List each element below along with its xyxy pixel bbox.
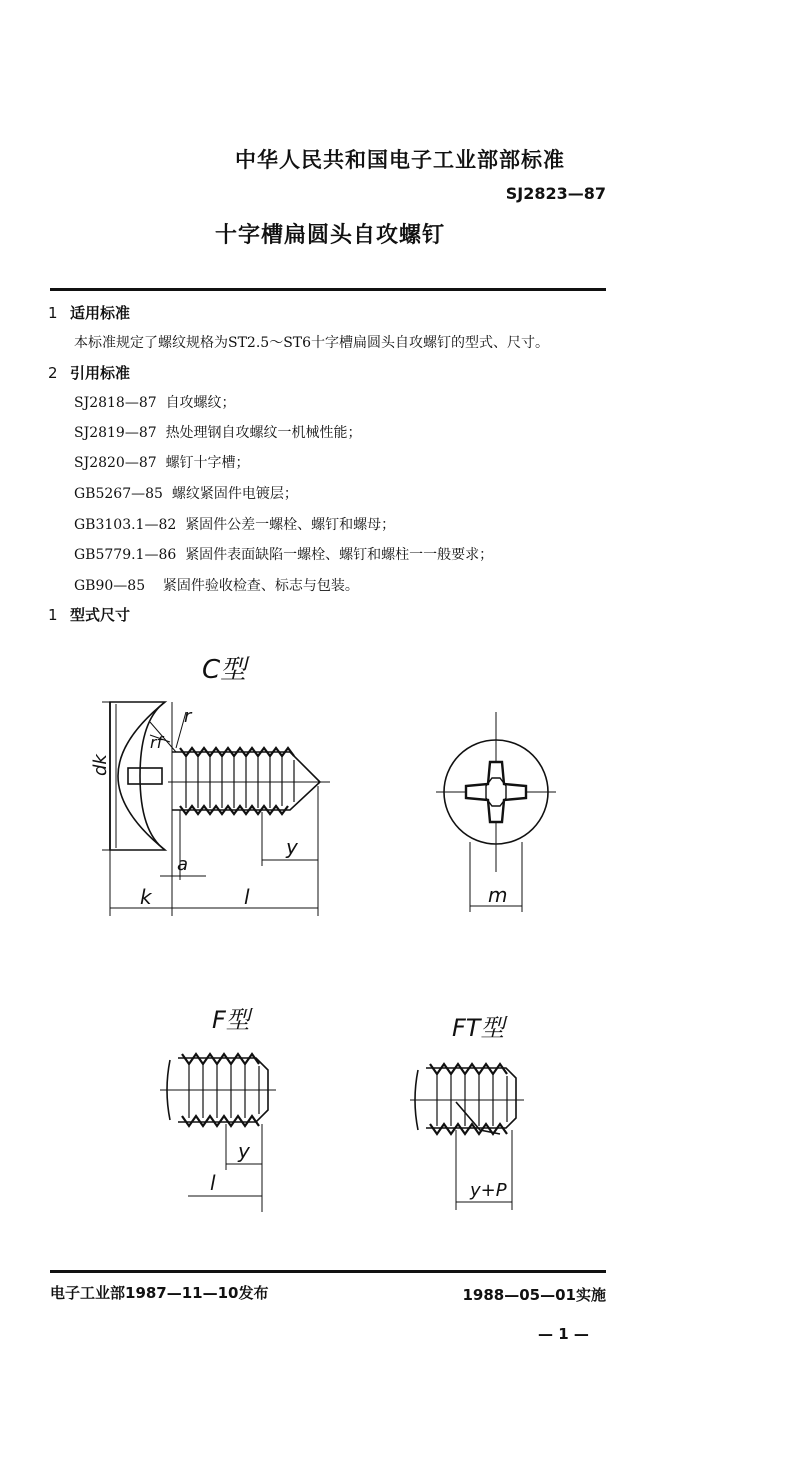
document-title: 十字槽扁圆头自攻螺钉 [214,223,445,248]
reference-desc: 热处理钢自攻螺纹一机械性能； [165,425,362,441]
reference-code: SJ2820—87 [74,455,157,471]
reference-code: GB5779.1—86 [74,547,177,563]
reference-item [74,452,250,472]
screw-drawings [0,640,800,1230]
section-title: 引用标准 [70,364,131,382]
reference-code: GB5267—85 [74,486,163,502]
issuing-organization: 中华人民共和国电子工业部部标准 [235,148,565,172]
reference-item [74,544,493,564]
standard-code: SJ2823—87 [505,184,606,203]
ft-type-label: FT型 [452,1014,505,1042]
header-rule [50,288,606,291]
section-number: 2 [48,364,58,382]
reference-item [74,422,362,442]
section-heading-2 [48,362,130,383]
f-type-screw-drawing [160,1054,276,1212]
effective-date: 1988—05—01实施 [462,1286,606,1304]
reference-desc: 紧固件验收检查、标志与包装。 [162,578,359,594]
section-title: 适用标准 [70,304,131,322]
reference-item [74,575,359,595]
dim-y-label: y [286,835,298,859]
reference-item [74,514,395,534]
f-type-label: F型 [212,1006,250,1034]
reference-desc: 螺纹紧固件电镀层； [171,486,298,502]
reference-item [74,483,298,503]
issue-date: 电子工业部1987—11—10发布 [50,1284,269,1302]
dim-m-label: m [488,883,508,907]
reference-item [74,392,236,412]
section-number: 1 [48,304,58,322]
reference-code: SJ2819—87 [74,425,157,441]
reference-desc: 螺钉十字槽； [165,455,250,471]
reference-code: GB90—85 [74,578,146,594]
section-1-text: 本标准规定了螺纹规格为ST2.5～ST6十字槽扁圆头自攻螺钉的型式、尺寸。 [74,335,550,351]
dim-l-label-f: l [210,1171,216,1195]
dim-y-label-f: y [238,1139,250,1163]
dim-l-label: l [244,885,250,909]
c-type-screw-drawing [102,702,330,916]
page-number: — 1 — [538,1325,589,1343]
section-heading-3 [48,604,130,625]
dim-a-label: a [177,854,189,875]
footer-rule [50,1270,606,1273]
c-type-label: C型 [202,655,247,685]
reference-desc: 自攻螺纹； [165,395,236,411]
section-title: 型式尺寸 [70,606,131,624]
section-number: 1 [48,606,58,624]
ft-type-screw-drawing [410,1064,524,1210]
reference-code: GB3103.1—82 [74,517,177,533]
dim-rf-label: rf [150,733,163,752]
reference-desc: 紧固件表面缺陷一螺栓、螺钉和螺柱一一般要求； [185,547,494,563]
dim-yp-label: y+P [470,1180,507,1201]
dim-k-label: k [140,885,152,909]
dim-dk-label: dk [90,754,111,776]
reference-code: SJ2818—87 [74,395,157,411]
dim-r-label: r [184,706,192,727]
reference-desc: 紧固件公差一螺栓、螺钉和螺母； [185,517,396,533]
section-heading-1 [48,302,130,323]
c-type-top-view [436,712,556,912]
